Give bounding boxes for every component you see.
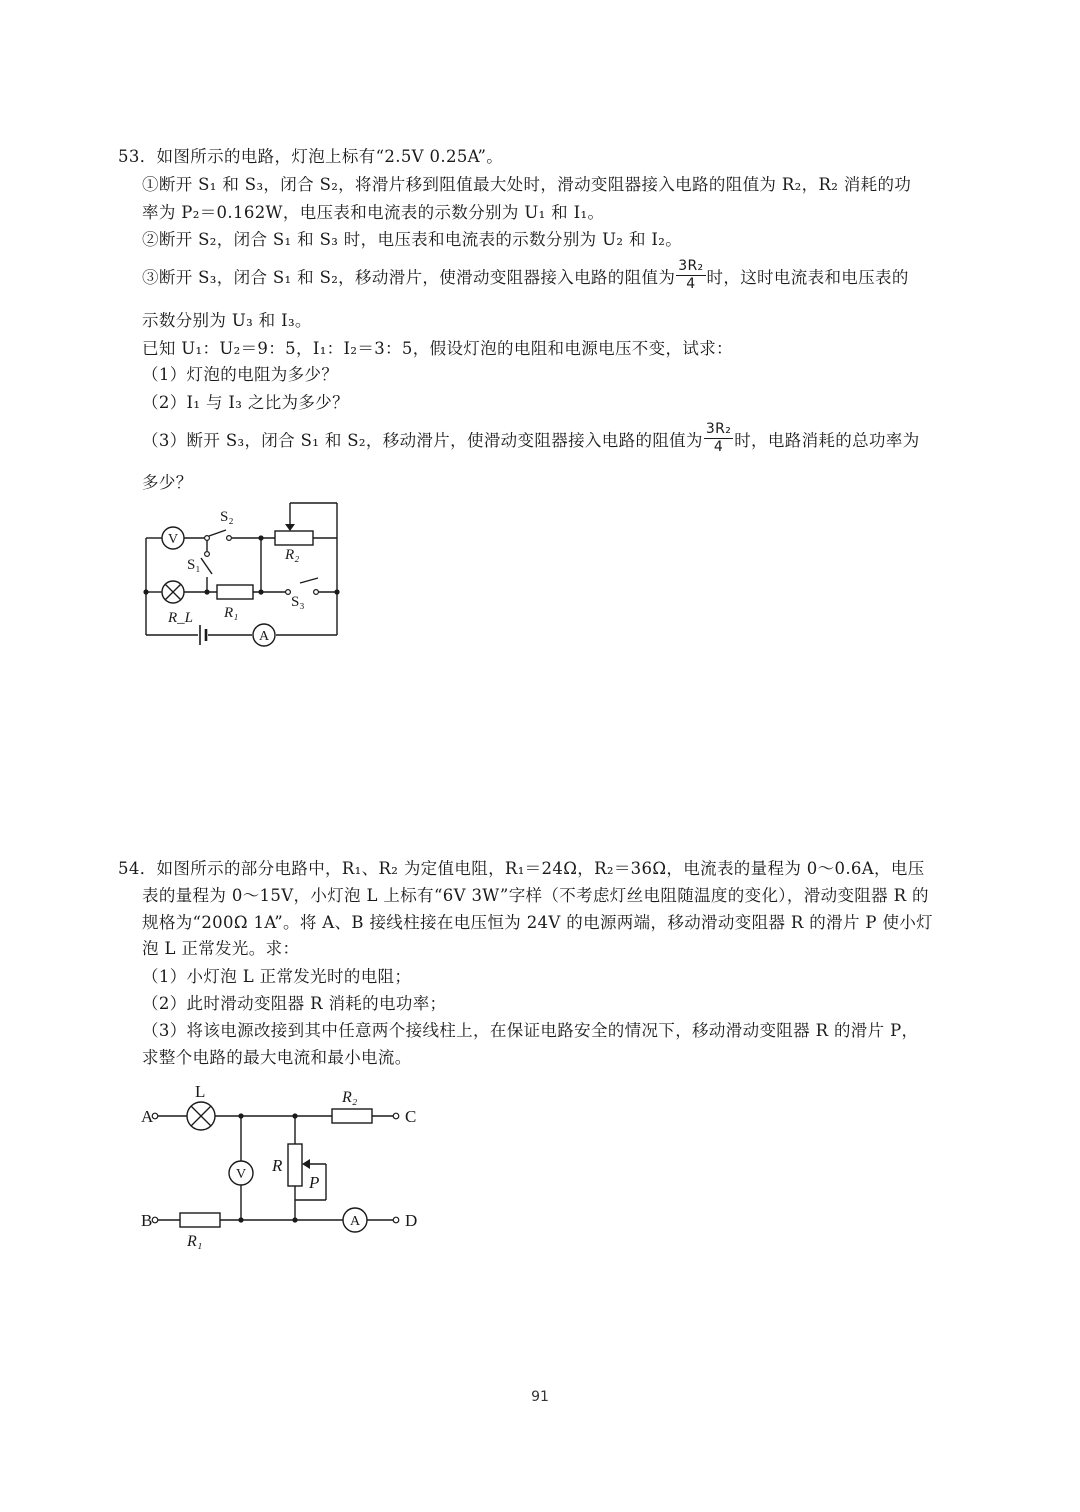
q54-line-2: 表的量程为 0～15V，小灯泡 L 上标有“6V 3W”字样（不考虑灯丝电阻随温度的变化），滑动变阻器 R 的	[142, 886, 929, 905]
lamp-icon	[162, 581, 184, 603]
terminal-b	[152, 1217, 158, 1223]
slider-arrow-icon	[302, 1159, 310, 1169]
q54-ask-1: （1）小灯泡 L 正常发光时的电阻；	[142, 967, 412, 986]
q53-ask-3-cont: 多少？	[142, 473, 193, 492]
switch-s1-label: S₁	[187, 557, 201, 573]
resistor-r1-label: R₁	[224, 605, 239, 621]
page-number: 91	[531, 1389, 549, 1405]
q53-condition-2: ②断开 S₂，闭合 S₁ 和 S₃ 时，电压表和电流表的示数分别为 U₂ 和 I₂。	[142, 230, 683, 249]
q53-condition-1: ①断开 S₁ 和 S₃，闭合 S₂，将滑片移到阻值最大处时，滑动变阻器接入电路的阻值为 R₂，R₂ 消耗的功	[142, 175, 912, 194]
rheostat-r-label: R	[272, 1156, 283, 1175]
fraction-numerator: 3R₂	[678, 258, 704, 274]
slider-arrow-icon	[285, 524, 295, 531]
lamp-l-label: L	[195, 1082, 206, 1101]
switch-s3-label: S₃	[291, 594, 305, 610]
terminal-d-label: D	[405, 1211, 418, 1230]
fraction-3r2-over-4	[676, 259, 705, 292]
q53-ask-2: （2）I₁ 与 I₃ 之比为多少？	[142, 393, 349, 412]
q54-line-3: 规格为“200Ω 1A”。将 A、B 接线柱接在电压恒为 24V 的电源两端，移动滑动变阻器 R 的滑片 P 使小灯	[142, 913, 934, 932]
q54-line-4: 泡 L 正常发光。求：	[142, 939, 300, 958]
q53-title: 53．如图所示的电路，灯泡上标有“2.5V 0.25A”。	[118, 147, 504, 166]
q53-known: 已知 U₁：U₂＝9：5，I₁：I₂＝3：5，假设灯泡的电阻和电源电压不变，试求：	[142, 339, 733, 358]
q53-ask-3-text-end: 时，电路消耗的总功率为	[734, 431, 920, 450]
q53-ask-1: （1）灯泡的电阻为多少？	[142, 365, 339, 384]
q53-ask-3-text: （3）断开 S₃，闭合 S₁ 和 S₂，移动滑片，使滑动变阻器接入电路的阻值为	[142, 431, 703, 450]
resistor-r2-label: R₂	[342, 1089, 358, 1106]
q53-condition-3-cont: 示数分别为 U₃ 和 I₃。	[142, 311, 312, 330]
terminal-b-label: B	[141, 1211, 153, 1230]
q54-ask-3-cont: 求整个电路的最大电流和最小电流。	[142, 1048, 412, 1067]
switch-s2-label: S₂	[220, 509, 234, 525]
q54-line-1: 54．如图所示的部分电路中，R₁、R₂ 为定值电阻，R₁＝24Ω，R₂＝36Ω，电流表的量程为 0～0.6A，电压	[118, 859, 925, 878]
terminal-c-label: C	[405, 1107, 417, 1126]
slider-p-label: P	[309, 1173, 320, 1192]
terminal-c	[393, 1113, 399, 1119]
resistor-r1-label: R₁	[187, 1233, 203, 1250]
q53-condition-3-text: ③断开 S₃，闭合 S₁ 和 S₂，移动滑片，使滑动变阻器接入电路的阻值为	[142, 268, 676, 287]
q53-ask-3	[142, 421, 920, 458]
lamp-rl-label: R_L	[168, 610, 194, 626]
q54-ask-3: （3）将该电源改接到其中任意两个接线柱上，在保证电路安全的情况下，移动滑动变阻器 R 的滑片 P，	[142, 1021, 919, 1040]
ammeter-label: A	[349, 1214, 361, 1229]
q53-condition-1-cont: 率为 P₂＝0.162W，电压表和电流表的示数分别为 U₁ 和 I₁。	[142, 203, 605, 222]
q53-condition-3	[142, 258, 909, 295]
fraction-numerator: 3R₂	[705, 421, 732, 437]
q53-circuit-diagram	[130, 495, 350, 660]
q53-condition-3-text-end: 时，这时电流表和电压表的	[706, 268, 909, 287]
q54-circuit-diagram	[135, 1080, 435, 1260]
terminal-d	[393, 1217, 399, 1223]
voltmeter-label: V	[167, 532, 179, 547]
terminal-a-label: A	[141, 1107, 154, 1126]
fraction-3r2-over-4	[704, 422, 733, 455]
fraction-denominator: 4	[713, 439, 724, 455]
ammeter-label: A	[258, 629, 270, 644]
resistor-r2-label: R₂	[285, 547, 300, 563]
lamp-icon	[187, 1102, 215, 1130]
voltmeter-label: V	[235, 1167, 247, 1182]
fraction-denominator: 4	[686, 276, 696, 292]
q54-ask-2: （2）此时滑动变阻器 R 消耗的电功率；	[142, 994, 447, 1013]
